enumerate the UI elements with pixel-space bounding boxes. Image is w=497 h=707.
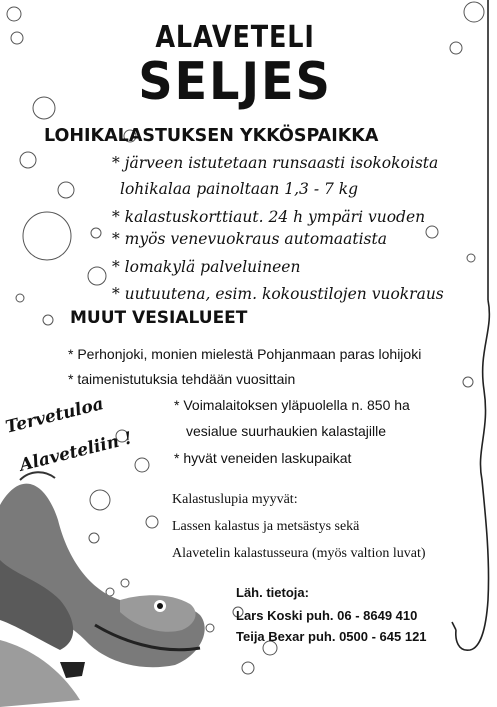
welcome-line-2: Alaveteliin ! <box>17 428 135 476</box>
section2-line: * Perhonjoki, monien mielestä Pohjanmaan paras lohijoki <box>68 346 422 362</box>
contact-line: Teija Bexar puh. 0500 - 645 121 <box>236 629 427 644</box>
welcome-line-1: Tervetuloa <box>3 394 106 438</box>
section1-heading: LOHIKALASTUKSEN YKKÖSPAIKKA <box>44 126 379 146</box>
section2-line: * taimenistutuksia tehdään vuosittain <box>68 371 296 387</box>
permits-heading: Kalastuslupia myyvät: <box>172 492 298 507</box>
section1-line: * lomakylä palveluineen <box>112 258 301 276</box>
section1-line: * järveen istutetaan runsaasti isokokoista <box>112 154 439 172</box>
section1-line: lohikalaa painoltaan 1,3 - 7 kg <box>120 180 359 198</box>
section1-line: * myös venevuokraus automaatista <box>112 230 387 248</box>
permits-line: Lassen kalastus ja metsästys sekä <box>172 519 360 534</box>
section1-line: * kalastuskorttiaut. 24 h ympäri vuoden <box>112 208 426 226</box>
contact-heading: Läh. tietoja: <box>236 585 309 600</box>
contact-line: Lars Koski puh. 06 - 8649 410 <box>236 608 418 623</box>
permits-line: Alavetelin kalastusseura (myös valtion luvat) <box>172 546 426 561</box>
section2-heading: MUUT VESIALUEET <box>70 308 248 328</box>
section2-line: * hyvät veneiden laskupaikat <box>174 450 352 466</box>
section2-line: vesialue suurhaukien kalastajille <box>186 423 387 439</box>
title-line-2: SELJES <box>138 52 332 112</box>
fishing-hook-icon <box>452 0 489 650</box>
section2-line: * Voimalaitoksen yläpuolella n. 850 ha <box>174 397 410 413</box>
section1-line: * uutuutena, esim. kokoustilojen vuokraus <box>112 285 444 303</box>
title-line-1: ALAVETELI <box>155 20 315 55</box>
